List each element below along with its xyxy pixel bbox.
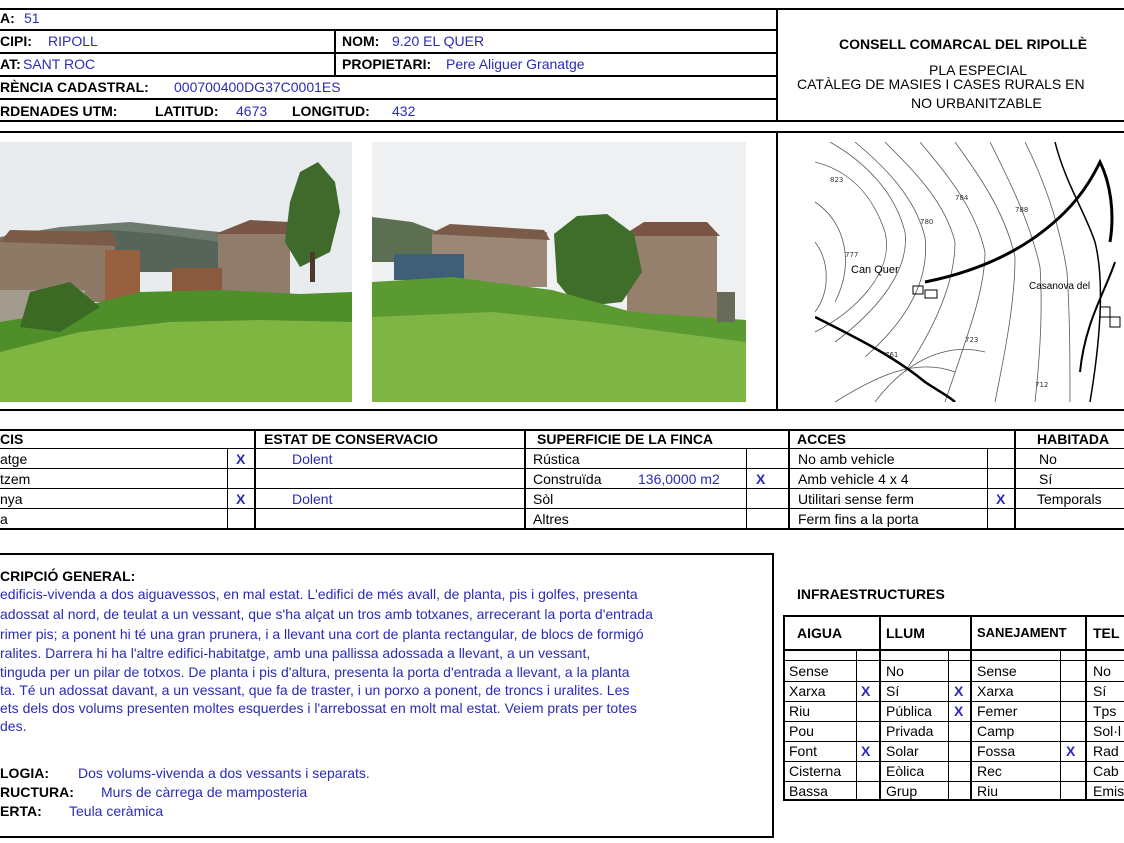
- infra-header-tel: TEL: [1093, 625, 1120, 641]
- infra-tel-item: Tps: [1093, 703, 1117, 719]
- description-heading: CRIPCIÓ GENERAL:: [0, 568, 136, 584]
- estructura-label: RUCTURA:: [0, 784, 74, 800]
- acces-cell: Ferm fins a la porta: [798, 511, 919, 527]
- infra-tel-item: Rad: [1093, 743, 1119, 759]
- habitada-cell: No: [1039, 451, 1057, 467]
- mid-table-col: [254, 429, 256, 529]
- tipologia-label: LOGIA:: [0, 765, 49, 781]
- acces-header: ACCES: [797, 431, 847, 447]
- superficie-cell: Altres: [533, 511, 569, 527]
- longitud-label: LONGITUD:: [292, 103, 370, 119]
- coberta-value: Teula ceràmica: [69, 803, 164, 819]
- infra-col: [948, 649, 949, 801]
- mid-table-divider: [0, 508, 1124, 509]
- fitxa-label: A:: [0, 10, 15, 26]
- infra-llum-item: Solar: [886, 743, 919, 759]
- institution-line3: NO URBANITZABLE: [911, 95, 1042, 111]
- infra-aigua-item: Pou: [789, 723, 814, 739]
- description-line: ets dels dos volums presenten moltes esquerdes i l'arrebossat en molt mal estat. Veiem prats per totes: [0, 700, 637, 716]
- infra-aigua-item: Bassa: [789, 783, 828, 799]
- infra-sanejament-item: Riu: [977, 783, 999, 799]
- superficie-mark: X: [756, 471, 766, 487]
- infra-aigua-mark: X: [861, 743, 871, 759]
- institution-line2: CATÀLEG DE MASIES I CASES RURALS EN: [797, 76, 1085, 92]
- infra-row-divider: [783, 681, 1124, 682]
- edificis-header: CIS: [0, 431, 24, 447]
- farmhouse-photo-1: [0, 142, 352, 402]
- institution-title: CONSELL COMARCAL DEL RIPOLLÈ: [839, 36, 1088, 52]
- municipi-value: RIPOLL: [48, 33, 98, 49]
- mid-table-divider: [0, 468, 1124, 469]
- svg-text:780: 780: [920, 218, 934, 226]
- mid-table-col: [227, 448, 228, 528]
- infra-llum-item: Grup: [886, 783, 918, 799]
- svg-text:761: 761: [885, 351, 899, 359]
- nom-value: 9.20 EL QUER: [392, 33, 485, 49]
- infra-header-llum: LLUM: [886, 625, 925, 641]
- infra-header-sanejament: SANEJAMENT: [977, 625, 1067, 640]
- infra-llum-mark: X: [954, 683, 964, 699]
- estat-cell: Dolent: [292, 491, 333, 507]
- header-row-divider: [0, 75, 778, 77]
- description-line: tinguda per un pilar de totxos. De planta i pis d'altura, presenta la porta d'entrada a llevant, a la planta: [0, 664, 630, 680]
- infra-col: [970, 615, 972, 801]
- superficie-cell: Construïda: [533, 471, 602, 487]
- infra-sanejament-item: Rec: [977, 763, 1002, 779]
- superficie-header: SUPERFICIE DE LA FINCA: [537, 431, 714, 447]
- municipi-label: CIPI:: [0, 33, 32, 49]
- description-line: adossat al nord, de teulat a un vessant, que s'ha alçat un tros amb totxanes, arrecerant la porta d'entrada: [0, 606, 653, 622]
- estat-header: ESTAT DE CONSERVACIO: [264, 431, 438, 447]
- description-line: edificis-vivenda a dos aiguavessos, en mal estat. L'edifici de més avall, de planta, pis i golfes, presenta: [0, 586, 638, 602]
- propietari-value: Pere Aliguer Granatge: [446, 56, 585, 72]
- infra-row-divider: [783, 781, 1124, 782]
- estructura-value: Murs de càrrega de mamposteria: [101, 784, 308, 800]
- infra-col: [879, 615, 881, 801]
- fitxa-value: 51: [24, 10, 40, 26]
- habitada-cell: Temporals: [1037, 491, 1102, 507]
- svg-text:823: 823: [830, 176, 844, 184]
- infra-tel-item: Emis: [1093, 783, 1124, 799]
- entitat-label: AT:: [0, 56, 21, 72]
- header-row-divider: [0, 29, 778, 31]
- infra-sanejament-item: Camp: [977, 723, 1015, 739]
- location-map: [815, 142, 1124, 402]
- infra-row-divider: [783, 721, 1124, 722]
- coberta-label: ERTA:: [0, 803, 42, 819]
- infra-aigua-item: Cisterna: [789, 763, 842, 779]
- estat-cell: Dolent: [292, 451, 333, 467]
- superficie-value: 136,0000 m2: [638, 471, 720, 487]
- nom-label: NOM:: [342, 33, 380, 49]
- utm-label: RDENADES UTM:: [0, 103, 118, 119]
- infra-tel-item: Sí: [1093, 683, 1107, 699]
- infra-aigua-item: Sense: [789, 663, 829, 679]
- header-col-divider: [334, 29, 336, 76]
- superficie-cell: Rústica: [533, 451, 580, 467]
- tipologia-value: Dos volums-vivenda a dos vessants i separats.: [78, 765, 370, 781]
- edifici-cell: atge: [0, 451, 28, 467]
- edifici-cell: tzem: [0, 471, 31, 487]
- mid-table-col: [987, 448, 988, 528]
- infra-aigua-item: Font: [789, 743, 818, 759]
- infra-header-divider: [783, 649, 1124, 651]
- header-row-divider: [0, 98, 778, 100]
- infra-tel-item: Cab: [1093, 763, 1119, 779]
- infra-sanejament-item: Fossa: [977, 743, 1016, 759]
- infra-llum-item: Sí: [886, 683, 900, 699]
- acces-cell: Amb vehicle 4 x 4: [798, 471, 909, 487]
- infra-llum-mark: X: [954, 703, 964, 719]
- infra-llum-item: No: [886, 663, 904, 679]
- edifici-mark: X: [236, 451, 246, 467]
- latitud-value: 4673: [236, 103, 268, 119]
- infra-sanejament-item: Sense: [977, 663, 1017, 679]
- infra-tel-item: Sol·l: [1093, 723, 1122, 739]
- mid-table-divider: [0, 448, 1124, 449]
- mid-table-col: [788, 429, 790, 529]
- description-line: des.: [0, 718, 27, 734]
- description-line: rimer pis; a ponent hi té una gran prunera, i a llevant una cort de planta rectangular, de blocs de formigó: [0, 626, 644, 642]
- farmhouse-photo-2: [372, 142, 746, 402]
- svg-text:723: 723: [965, 336, 979, 344]
- infra-llum-item: Eòlica: [886, 763, 925, 779]
- infra-col: [856, 649, 857, 801]
- description-line: ta. Té un adossat davant, a un vessant, que fa de traster, i un porxo a ponent, de troncs i uralites. Les: [0, 682, 630, 698]
- cadastral-value: 000700400DG37C0001ES: [174, 79, 341, 95]
- superficie-cell: Sòl: [533, 491, 554, 507]
- map-place-label-2: Casanova del: [1029, 281, 1091, 292]
- infra-row-divider: [783, 660, 1124, 661]
- edifici-cell: nya: [0, 491, 23, 507]
- svg-text:788: 788: [1015, 206, 1029, 214]
- infra-header-aigua: AIGUA: [797, 625, 843, 641]
- habitada-cell: Sí: [1039, 471, 1053, 487]
- edifici-cell: a: [0, 511, 8, 527]
- infra-llum-item: Pública: [886, 703, 932, 719]
- infra-row-divider: [783, 761, 1124, 762]
- infra-llum-item: Privada: [886, 723, 934, 739]
- mid-table-col: [746, 448, 747, 528]
- cadastral-label: RÈNCIA CADASTRAL:: [0, 79, 149, 95]
- acces-cell: No amb vehicle: [798, 451, 895, 467]
- description-line: ralites. Darrera hi ha l'altre edifici-habitatge, amb una pallissa adossada a llevant, a un vessant,: [0, 645, 591, 661]
- edifici-mark: X: [236, 491, 246, 507]
- infra-sanejament-item: Xarxa: [977, 683, 1014, 699]
- entitat-value: SANT ROC: [23, 56, 96, 72]
- map-place-label-1: Can Quer: [851, 264, 899, 276]
- infra-col: [1060, 649, 1061, 801]
- infra-aigua-item: Riu: [789, 703, 811, 719]
- svg-text:777: 777: [845, 251, 859, 259]
- habitada-header: HABITADA: [1037, 431, 1110, 447]
- svg-text:712: 712: [1035, 381, 1049, 389]
- acces-mark: X: [996, 491, 1006, 507]
- institution-line1: PLA ESPECIAL: [929, 62, 1028, 78]
- acces-cell: Utilitari sense ferm: [798, 491, 914, 507]
- infra-row-divider: [783, 741, 1124, 742]
- infra-tel-item: No: [1093, 663, 1111, 679]
- infra-col: [1085, 615, 1087, 801]
- infra-aigua-item: Xarxa: [789, 683, 826, 699]
- infra-sanejament-mark: X: [1066, 743, 1076, 759]
- infra-aigua-mark: X: [861, 683, 871, 699]
- header-row-divider: [0, 52, 778, 54]
- infra-sanejament-item: Femer: [977, 703, 1018, 719]
- mid-table-col: [524, 429, 526, 529]
- infra-title: INFRAESTRUCTURES: [797, 586, 945, 602]
- latitud-label: LATITUD:: [155, 103, 219, 119]
- mid-table-col: [1014, 429, 1016, 529]
- svg-text:784: 784: [955, 194, 969, 202]
- infra-row-divider: [783, 701, 1124, 702]
- longitud-value: 432: [392, 103, 416, 119]
- mid-table-divider: [0, 488, 1124, 489]
- propietari-label: PROPIETARI:: [342, 56, 432, 72]
